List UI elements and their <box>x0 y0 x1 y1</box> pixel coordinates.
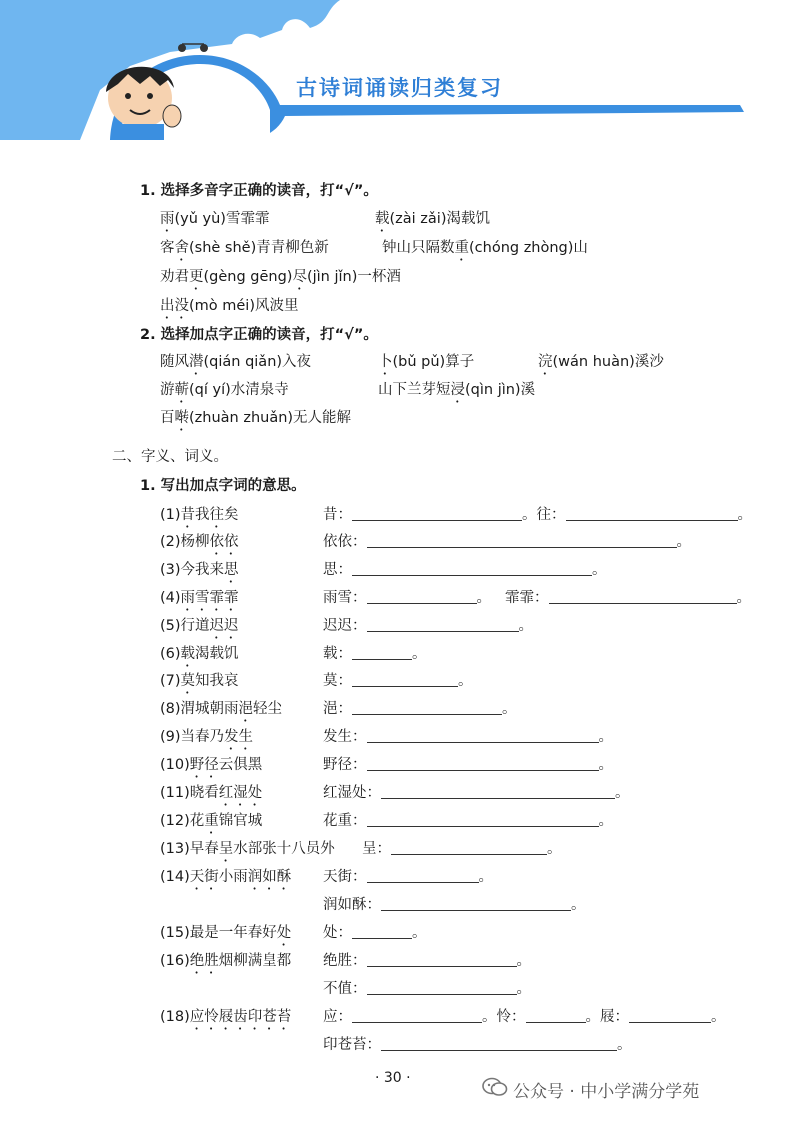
list-item: (5)行道迟迟 <box>160 618 239 634</box>
answer-line: 红湿处： 。 <box>323 785 630 801</box>
answer-line: 雨雪： 。 霏霏： 。 <box>323 590 751 606</box>
answer-blank[interactable] <box>549 589 737 604</box>
answer-line: 润如酥： 。 <box>323 897 586 913</box>
answer-blank[interactable] <box>352 700 502 715</box>
page-number: · 30 · <box>375 1070 411 1086</box>
q1-item: 钟山只隔数重(chóng zhòng)山 <box>382 240 588 256</box>
answer-line: 依依： 。 <box>323 534 691 550</box>
answer-line: 花重： 。 <box>323 813 613 829</box>
list-item: (10)野径云俱黑 <box>160 757 263 773</box>
answer-line: 迟迟： 。 <box>323 618 533 634</box>
answer-blank[interactable] <box>381 896 571 911</box>
answer-line: 载： 。 <box>323 646 427 662</box>
answer-line: 应： 。怜： 。屐： 。 <box>323 1009 726 1025</box>
section-heading: 二、字义、词义。 <box>112 449 228 465</box>
answer-blank[interactable] <box>526 1008 586 1023</box>
answer-line: 莫： 。 <box>323 673 473 689</box>
answer-blank[interactable] <box>629 1008 711 1023</box>
list-item: (18)应怜屐齿印苍苔 <box>160 1009 292 1025</box>
q1-item: 客舍(shè shě)青青柳色新 <box>160 240 329 256</box>
q1-heading: 1. 选择多音字正确的读音，打“√”。 <box>140 183 378 199</box>
q3-heading: 1. 写出加点字词的意思。 <box>140 478 306 494</box>
answer-blank[interactable] <box>367 812 599 827</box>
answer-blank[interactable] <box>367 868 479 883</box>
answer-line: 印苍苔： 。 <box>323 1037 632 1053</box>
answer-blank[interactable] <box>352 506 522 521</box>
q1-item: 载(zài zǎi)渴载饥 <box>375 211 490 227</box>
list-item: (15)最是一年春好处 <box>160 925 292 941</box>
page-title: 古诗词诵读归类复习 <box>296 76 503 100</box>
answer-line: 呈： 。 <box>362 841 562 857</box>
q2-heading: 2. 选择加点字正确的读音，打“√”。 <box>140 327 378 343</box>
q1-item: 出没(mò méi)风波里 <box>160 298 299 314</box>
answer-line: 不值： 。 <box>323 981 531 997</box>
answer-blank[interactable] <box>381 1036 617 1051</box>
answer-line: 浥： 。 <box>323 701 517 717</box>
answer-blank[interactable] <box>352 561 592 576</box>
list-item: (6)载渴载饥 <box>160 646 239 662</box>
list-item: (7)莫知我哀 <box>160 673 239 689</box>
q2-item: 山下兰芽短浸(qìn jìn)溪 <box>378 382 536 398</box>
q2-item: 百啭(zhuàn zhuǎn)无人能解 <box>160 410 352 426</box>
list-item: (11)晓看红湿处 <box>160 785 263 801</box>
answer-blank[interactable] <box>352 924 412 939</box>
list-item: (9)当春乃发生 <box>160 729 254 745</box>
banner-graphic <box>0 0 793 140</box>
answer-line: 思： 。 <box>323 562 607 578</box>
answer-line: 昔： 。往： 。 <box>323 507 752 523</box>
answer-line: 绝胜： 。 <box>323 953 531 969</box>
answer-blank[interactable] <box>352 645 412 660</box>
answer-blank[interactable] <box>367 952 517 967</box>
answer-blank[interactable] <box>352 672 458 687</box>
list-item: (3)今我来思 <box>160 562 239 578</box>
answer-blank[interactable] <box>367 728 599 743</box>
header-banner <box>0 0 793 140</box>
answer-line: 处： 。 <box>323 925 427 941</box>
answer-blank[interactable] <box>367 756 599 771</box>
q1-item: 雨(yǔ yù)雪霏霏 <box>160 211 270 227</box>
answer-blank[interactable] <box>391 840 547 855</box>
watermark: 公众号 · 中小学满分学苑 <box>513 1082 700 1102</box>
q1-item: 劝君更(gèng gēng)尽(jìn jǐn)一杯酒 <box>160 269 401 285</box>
list-item: (12)花重锦官城 <box>160 813 263 829</box>
answer-blank[interactable] <box>367 980 517 995</box>
q2-item: 游蕲(qí yí)水清泉寺 <box>160 382 289 398</box>
answer-line: 发生： 。 <box>323 729 613 745</box>
answer-line: 野径： 。 <box>323 757 613 773</box>
answer-line: 天街： 。 <box>323 869 493 885</box>
list-item: (1)昔我往矣 <box>160 507 239 523</box>
answer-blank[interactable] <box>352 1008 482 1023</box>
answer-blank[interactable] <box>381 784 615 799</box>
list-item: (14)天街小雨润如酥 <box>160 869 292 885</box>
answer-blank[interactable] <box>367 589 477 604</box>
answer-blank[interactable] <box>566 506 738 521</box>
answer-blank[interactable] <box>367 617 519 632</box>
list-item: (13)早春呈水部张十八员外 <box>160 841 335 857</box>
list-item: (2)杨柳依依 <box>160 534 239 550</box>
list-item: (8)渭城朝雨浥轻尘 <box>160 701 283 717</box>
q2-item: 卜(bǔ pǔ)算子 <box>378 354 475 370</box>
q2-item: 浣(wán huàn)溪沙 <box>538 354 664 370</box>
wechat-icon <box>482 1076 508 1098</box>
answer-blank[interactable] <box>367 533 677 548</box>
list-item: (16)绝胜烟柳满皇都 <box>160 953 292 969</box>
q2-item: 随风潜(qián qiǎn)入夜 <box>160 354 312 370</box>
list-item: (4)雨雪霏霏 <box>160 590 239 606</box>
